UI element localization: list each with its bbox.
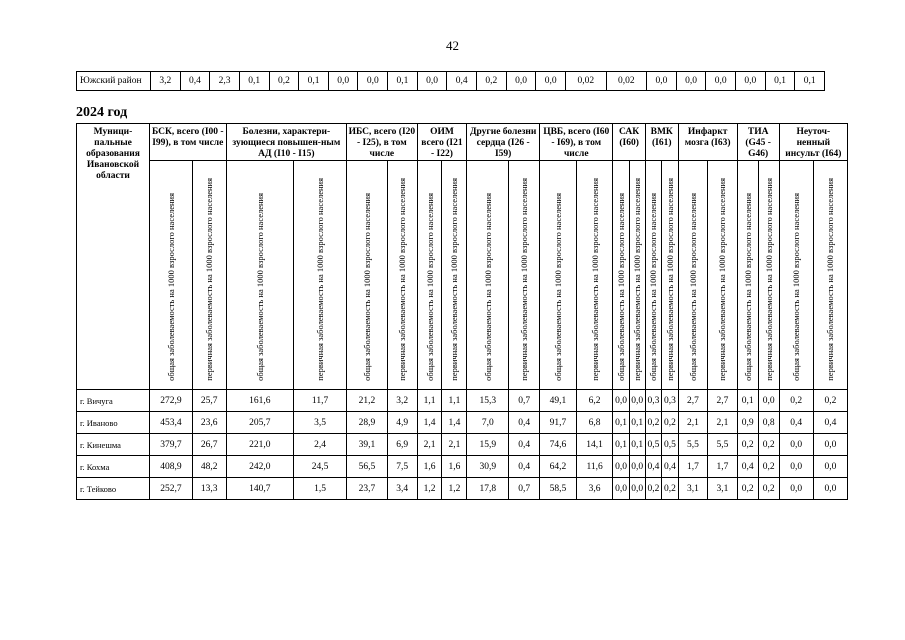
cell: 0,0 (647, 72, 677, 91)
cell: 58,5 (540, 478, 577, 500)
cell: 0,0 (779, 434, 813, 456)
cell: 0,2 (737, 434, 758, 456)
sub-header (678, 161, 707, 390)
cell: 0,0 (813, 478, 847, 500)
row-name: Южский район (77, 72, 151, 91)
cell: 17,8 (467, 478, 509, 500)
cell: 56,5 (347, 456, 388, 478)
municipality-name: г. Кинешма (77, 434, 150, 456)
cell: 0,2 (737, 478, 758, 500)
cell: 0,2 (758, 478, 779, 500)
cell: 0,0 (506, 72, 536, 91)
cell: 74,6 (540, 434, 577, 456)
sub-header-label: первичная заболеваемость на 1000 взрослого населения (825, 178, 836, 381)
cell: 0,1 (737, 390, 758, 412)
table-row (77, 72, 825, 91)
cell: 0,2 (645, 412, 661, 434)
sub-header-label: общая заболеваемость на 1000 взрослого населения (361, 193, 372, 381)
cell: 0,1 (239, 72, 269, 91)
cell: 14,1 (576, 434, 613, 456)
cell: 1,1 (442, 390, 467, 412)
cell: 0,4 (737, 456, 758, 478)
sub-header (737, 161, 758, 390)
cell: 0,5 (662, 434, 678, 456)
sub-header (758, 161, 779, 390)
group-header-row (77, 124, 848, 161)
group-header: Инфаркт мозга (I63) (678, 124, 737, 161)
sub-header-label: первичная заболеваемость на 1000 взрослого населения (519, 178, 530, 381)
cell: 21,2 (347, 390, 388, 412)
cell: 0,2 (269, 72, 299, 91)
cell: 0,0 (417, 72, 447, 91)
municipality-name: г. Иваново (77, 412, 150, 434)
sub-header (387, 161, 417, 390)
group-header: САК (I60) (613, 124, 645, 161)
sub-header-label: общая заболеваемость на 1000 взрослого населения (791, 193, 802, 381)
cell: 0,1 (765, 72, 795, 91)
cell: 0,0 (629, 456, 645, 478)
cell: 0,9 (737, 412, 758, 434)
cell: 6,8 (576, 412, 613, 434)
sub-header (613, 161, 629, 390)
sub-header-label: первичная заболеваемость на 1000 взрослого населения (664, 178, 675, 381)
cell: 0,0 (629, 390, 645, 412)
cell: 0,0 (813, 456, 847, 478)
cell: 0,1 (388, 72, 418, 91)
cell: 0,0 (779, 478, 813, 500)
sub-header-label: общая заболеваемость на 1000 взрослого населения (552, 193, 563, 381)
cell: 0,5 (645, 434, 661, 456)
table-row (77, 434, 848, 456)
cell: 0,4 (509, 434, 540, 456)
sub-header-label: общая заболеваемость на 1000 взрослого населения (616, 193, 627, 381)
sub-header (629, 161, 645, 390)
municipality-name: г. Вичуга (77, 390, 150, 412)
sub-header (662, 161, 678, 390)
cell: 2,3 (210, 72, 240, 91)
table-row (77, 390, 848, 412)
cell: 0,1 (613, 412, 629, 434)
cell: 1,7 (708, 456, 737, 478)
cell: 0,2 (758, 456, 779, 478)
cell: 205,7 (226, 412, 293, 434)
cell: 7,0 (467, 412, 509, 434)
cell: 0,4 (662, 456, 678, 478)
cell: 0,02 (606, 72, 647, 91)
sub-header (540, 161, 577, 390)
cell: 453,4 (150, 412, 193, 434)
cell: 1,2 (442, 478, 467, 500)
cell: 0,0 (706, 72, 736, 91)
cell: 0,1 (795, 72, 825, 91)
table-row (77, 456, 848, 478)
cell: 0,0 (676, 72, 706, 91)
sub-header (150, 161, 193, 390)
cell: 0,4 (813, 412, 847, 434)
cell: 408,9 (150, 456, 193, 478)
cell: 3,1 (678, 478, 707, 500)
sub-header-label: первичная заболеваемость на 1000 взрослого населения (449, 178, 460, 381)
cell: 15,9 (467, 434, 509, 456)
sub-header-label: первичная заболеваемость на 1000 взрослого населения (632, 178, 643, 381)
cell: 0,4 (645, 456, 661, 478)
cell: 0,4 (447, 72, 477, 91)
cell: 140,7 (226, 478, 293, 500)
cell: 25,7 (192, 390, 226, 412)
cell: 0,1 (629, 434, 645, 456)
cell: 30,9 (467, 456, 509, 478)
cell: 5,5 (678, 434, 707, 456)
cell: 91,7 (540, 412, 577, 434)
cell: 2,1 (678, 412, 707, 434)
cell: 0,2 (662, 412, 678, 434)
cell: 13,3 (192, 478, 226, 500)
group-header: Болезни, характери-зующиеся повышен-ным АД (I10 - I15) (226, 124, 347, 161)
cell: 0,2 (779, 390, 813, 412)
sub-header (226, 161, 293, 390)
year-heading: 2024 год (76, 105, 128, 120)
group-header: Другие болезни сердца (I26 - I59) (467, 124, 540, 161)
sub-header-label: общая заболеваемость на 1000 взрослого населения (687, 193, 698, 381)
cell: 0,1 (629, 412, 645, 434)
municipality-name: г. Тейково (77, 478, 150, 500)
sub-header (442, 161, 467, 390)
sub-header (645, 161, 661, 390)
cell: 2,1 (708, 412, 737, 434)
cell: 0,2 (662, 478, 678, 500)
cell: 0,02 (565, 72, 606, 91)
table-row (77, 478, 848, 500)
cell: 0,4 (509, 412, 540, 434)
cell: 28,9 (347, 412, 388, 434)
cell: 2,7 (678, 390, 707, 412)
cell: 0,0 (613, 456, 629, 478)
sub-header (779, 161, 813, 390)
cell: 2,4 (294, 434, 347, 456)
cell: 0,4 (180, 72, 210, 91)
cell: 1,5 (294, 478, 347, 500)
cell: 0,1 (613, 434, 629, 456)
cell: 252,7 (150, 478, 193, 500)
cell: 0,3 (662, 390, 678, 412)
sub-header-label: общая заболеваемость на 1000 взрослого населения (254, 193, 265, 381)
cell: 3,4 (387, 478, 417, 500)
sub-header-label: общая заболеваемость на 1000 взрослого населения (165, 193, 176, 381)
cell: 221,0 (226, 434, 293, 456)
cell: 3,1 (708, 478, 737, 500)
cell: 15,3 (467, 390, 509, 412)
sub-header-label: первичная заболеваемость на 1000 взрослого населения (204, 178, 215, 381)
cell: 64,2 (540, 456, 577, 478)
cell: 6,2 (576, 390, 613, 412)
cell: 0,8 (758, 412, 779, 434)
cell: 0,7 (509, 390, 540, 412)
morbidity-table (76, 123, 848, 500)
cell: 26,7 (192, 434, 226, 456)
cell: 0,0 (536, 72, 566, 91)
cell: 1,7 (678, 456, 707, 478)
cell: 0,0 (358, 72, 388, 91)
cell: 1,4 (442, 412, 467, 434)
cell: 3,6 (576, 478, 613, 500)
sub-header (294, 161, 347, 390)
group-header: БСК, всего (I00 - I99), в том числе (150, 124, 227, 161)
cell: 23,6 (192, 412, 226, 434)
sub-header-label: первичная заболеваемость на 1000 взрослого населения (763, 178, 774, 381)
cell: 0,1 (299, 72, 329, 91)
sub-header (192, 161, 226, 390)
cell: 0,2 (477, 72, 507, 91)
cell: 23,7 (347, 478, 388, 500)
group-header: ОИМ всего (I21 - I22) (417, 124, 467, 161)
sub-header-label: общая заболеваемость на 1000 взрослого населения (648, 193, 659, 381)
cell: 1,6 (442, 456, 467, 478)
cell: 0,0 (813, 434, 847, 456)
sub-header-label: первичная заболеваемость на 1000 взрослого населения (589, 178, 600, 381)
cell: 0,7 (509, 478, 540, 500)
cell: 11,7 (294, 390, 347, 412)
sub-header (347, 161, 388, 390)
municipality-header: Муници-пальные образования Ивановской области (77, 124, 150, 390)
sub-header-label: первичная заболеваемость на 1000 взрослого населения (315, 178, 326, 381)
cell: 0,4 (779, 412, 813, 434)
cell: 272,9 (150, 390, 193, 412)
cell: 0,0 (758, 390, 779, 412)
cell: 4,9 (387, 412, 417, 434)
group-header: ЦВБ, всего (I60 - I69), в том числе (540, 124, 613, 161)
sub-header (417, 161, 442, 390)
sub-header-label: первичная заболеваемость на 1000 взрослого населения (397, 178, 408, 381)
cell: 2,7 (708, 390, 737, 412)
cell: 0,0 (779, 456, 813, 478)
cell: 0,2 (758, 434, 779, 456)
cell: 0,0 (328, 72, 358, 91)
cell: 7,5 (387, 456, 417, 478)
sub-header (708, 161, 737, 390)
cell: 0,3 (645, 390, 661, 412)
cell: 0,2 (813, 390, 847, 412)
sub-header (509, 161, 540, 390)
cell: 3,5 (294, 412, 347, 434)
cell: 39,1 (347, 434, 388, 456)
cell: 24,5 (294, 456, 347, 478)
top-row-table (76, 71, 825, 91)
cell: 0,0 (629, 478, 645, 500)
cell: 1,6 (417, 456, 442, 478)
cell: 6,9 (387, 434, 417, 456)
sub-header (467, 161, 509, 390)
cell: 49,1 (540, 390, 577, 412)
cell: 242,0 (226, 456, 293, 478)
cell: 1,1 (417, 390, 442, 412)
page-number: 42 (446, 38, 459, 53)
cell: 379,7 (150, 434, 193, 456)
sub-header-label: первичная заболеваемость на 1000 взрослого населения (717, 178, 728, 381)
group-header: ТИА (G45 - G46) (737, 124, 779, 161)
table-row (77, 412, 848, 434)
sub-header-label: общая заболеваемость на 1000 взрослого населения (424, 193, 435, 381)
sub-header-row (77, 161, 848, 390)
cell: 2,1 (417, 434, 442, 456)
group-header: Неуточ-ненный инсульт (I64) (779, 124, 847, 161)
cell: 0,0 (613, 478, 629, 500)
cell: 3,2 (151, 72, 181, 91)
cell: 0,0 (613, 390, 629, 412)
cell: 11,6 (576, 456, 613, 478)
cell: 1,2 (417, 478, 442, 500)
cell: 3,2 (387, 390, 417, 412)
cell: 0,0 (736, 72, 766, 91)
municipality-name: г. Кохма (77, 456, 150, 478)
cell: 48,2 (192, 456, 226, 478)
sub-header (813, 161, 847, 390)
cell: 0,4 (509, 456, 540, 478)
sub-header-label: общая заболеваемость на 1000 взрослого населения (482, 193, 493, 381)
sub-header-label: общая заболеваемость на 1000 взрослого населения (742, 193, 753, 381)
group-header: ВМК (I61) (645, 124, 678, 161)
cell: 1,4 (417, 412, 442, 434)
cell: 2,1 (442, 434, 467, 456)
cell: 5,5 (708, 434, 737, 456)
sub-header (576, 161, 613, 390)
cell: 0,2 (645, 478, 661, 500)
group-header: ИБС, всего (I20 - I25), в том числе (347, 124, 417, 161)
cell: 161,6 (226, 390, 293, 412)
